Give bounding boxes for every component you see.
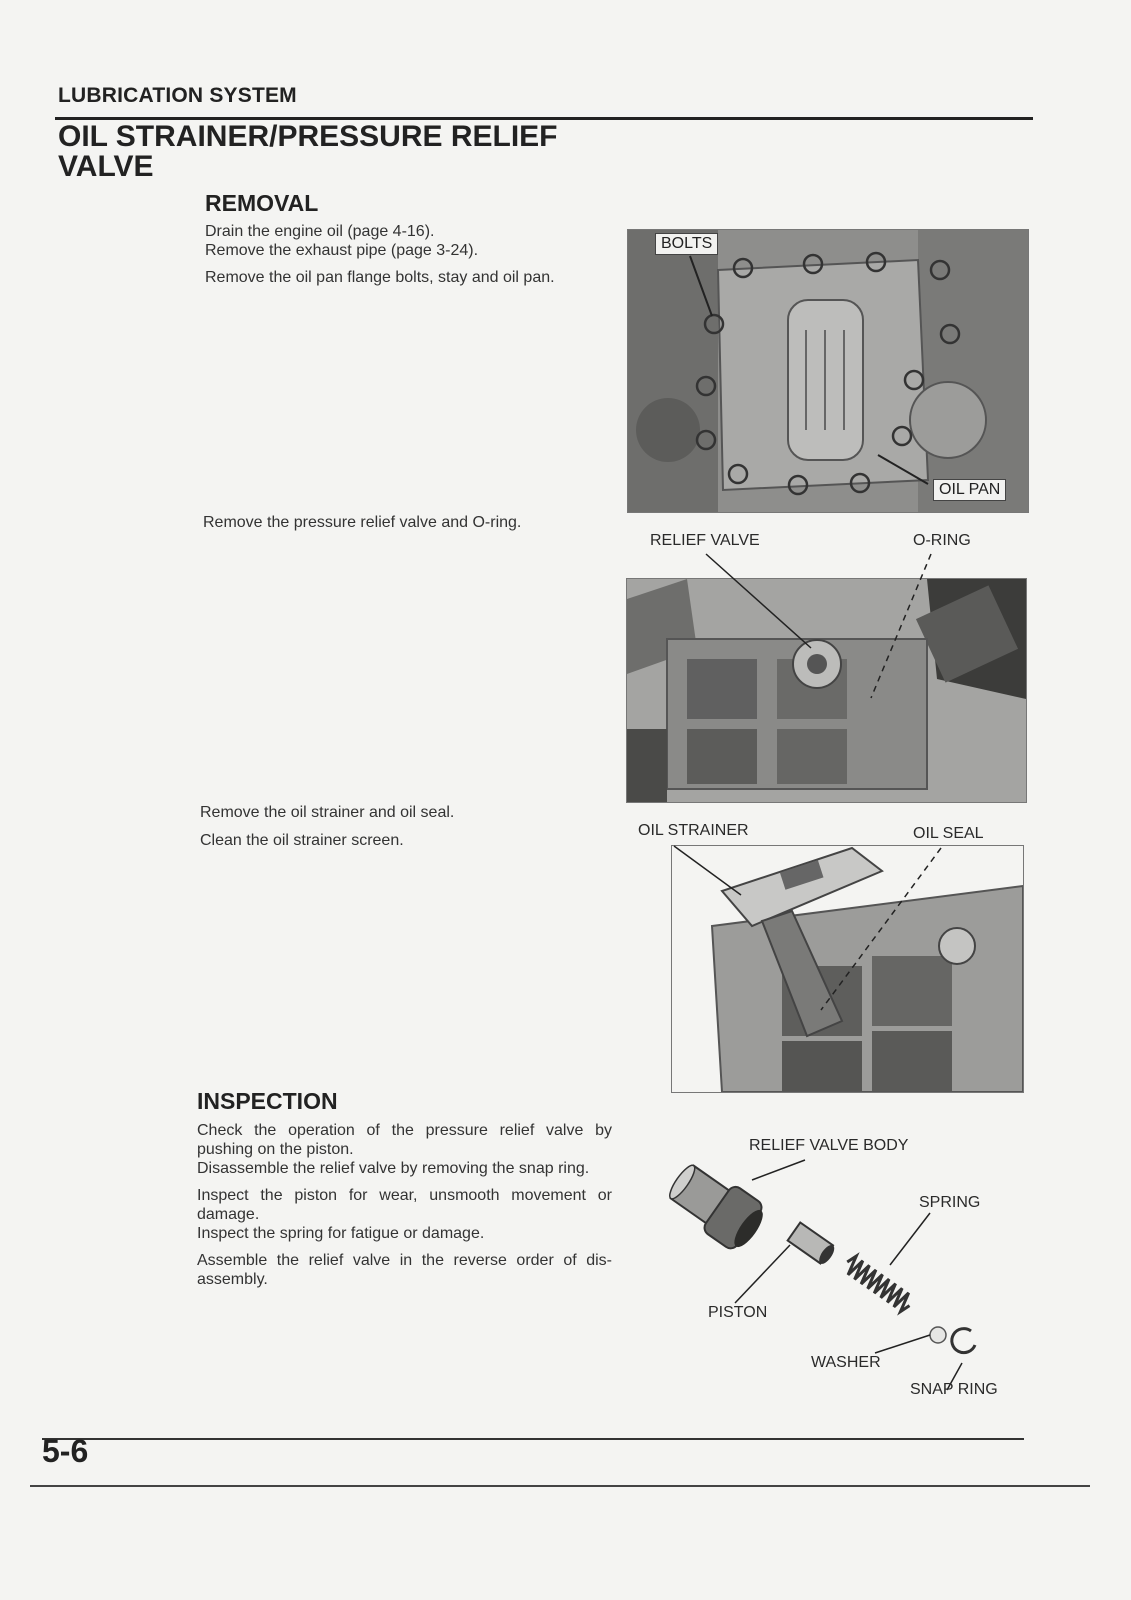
page-number: 5-6 — [42, 1433, 89, 1469]
snap-ring-callout: SNAP RING — [910, 1381, 998, 1398]
oil-pan-photo — [627, 229, 1029, 513]
bolts-callout: BOLTS — [655, 233, 718, 255]
removal-heading: REMOVAL — [205, 190, 319, 216]
inspect-piston: Inspect the piston for wear, unsmooth movement or damage. — [197, 1187, 612, 1223]
washer-callout: WASHER — [811, 1354, 881, 1371]
step-drain-oil: Drain the engine oil (page 4-16). — [205, 223, 435, 240]
oil-strainer-callout: OIL STRAINER — [638, 822, 749, 839]
oil-seal-callout: OIL SEAL — [913, 825, 984, 842]
step-remove-relief-valve: Remove the pressure relief valve and O-ring. — [203, 514, 522, 531]
page-title-line1: OIL STRAINER/PRESSURE RELIEF — [58, 120, 558, 153]
step-remove-oil-pan: Remove the oil pan flange bolts, stay and oil pan. — [205, 269, 555, 286]
inspection-heading: INSPECTION — [197, 1088, 338, 1114]
inspect-spring: Inspect the spring for fatigue or damage. — [197, 1225, 485, 1242]
footer-rule — [42, 1438, 1024, 1440]
footer-rule-lower — [30, 1485, 1090, 1487]
section-header: LUBRICATION SYSTEM — [58, 84, 297, 107]
piston-callout: PISTON — [708, 1304, 768, 1321]
oil-pan-callout: OIL PAN — [933, 479, 1006, 501]
relief-valve-callout: RELIEF VALVE — [650, 532, 760, 549]
inspect-disassemble: Disassemble the relief valve by removing the snap ring. — [197, 1160, 590, 1177]
spring-callout: SPRING — [919, 1194, 981, 1211]
relief-valve-leaders — [626, 548, 1026, 804]
removal-steps-1 — [205, 222, 605, 287]
step-remove-strainer: Remove the oil strainer and oil seal. — [200, 804, 455, 821]
inspect-assemble: Assemble the relief valve in the reverse order of dis-assembly. — [197, 1252, 612, 1288]
page-title — [58, 122, 618, 182]
removal-steps-strainer — [200, 803, 600, 850]
step-remove-exhaust: Remove the exhaust pipe (page 3-24). — [205, 242, 479, 259]
o-ring-callout: O-RING — [913, 532, 971, 549]
relief-valve-body-callout: RELIEF VALVE BODY — [749, 1137, 909, 1154]
inspect-check-operation: Check the operation of the pressure relief valve by pushing on the piston. — [197, 1122, 612, 1158]
step-clean-screen: Clean the oil strainer screen. — [200, 832, 404, 849]
inspection-steps — [197, 1121, 612, 1289]
oil-strainer-leaders — [626, 838, 1026, 1018]
page-title-line2: VALVE — [58, 150, 154, 183]
